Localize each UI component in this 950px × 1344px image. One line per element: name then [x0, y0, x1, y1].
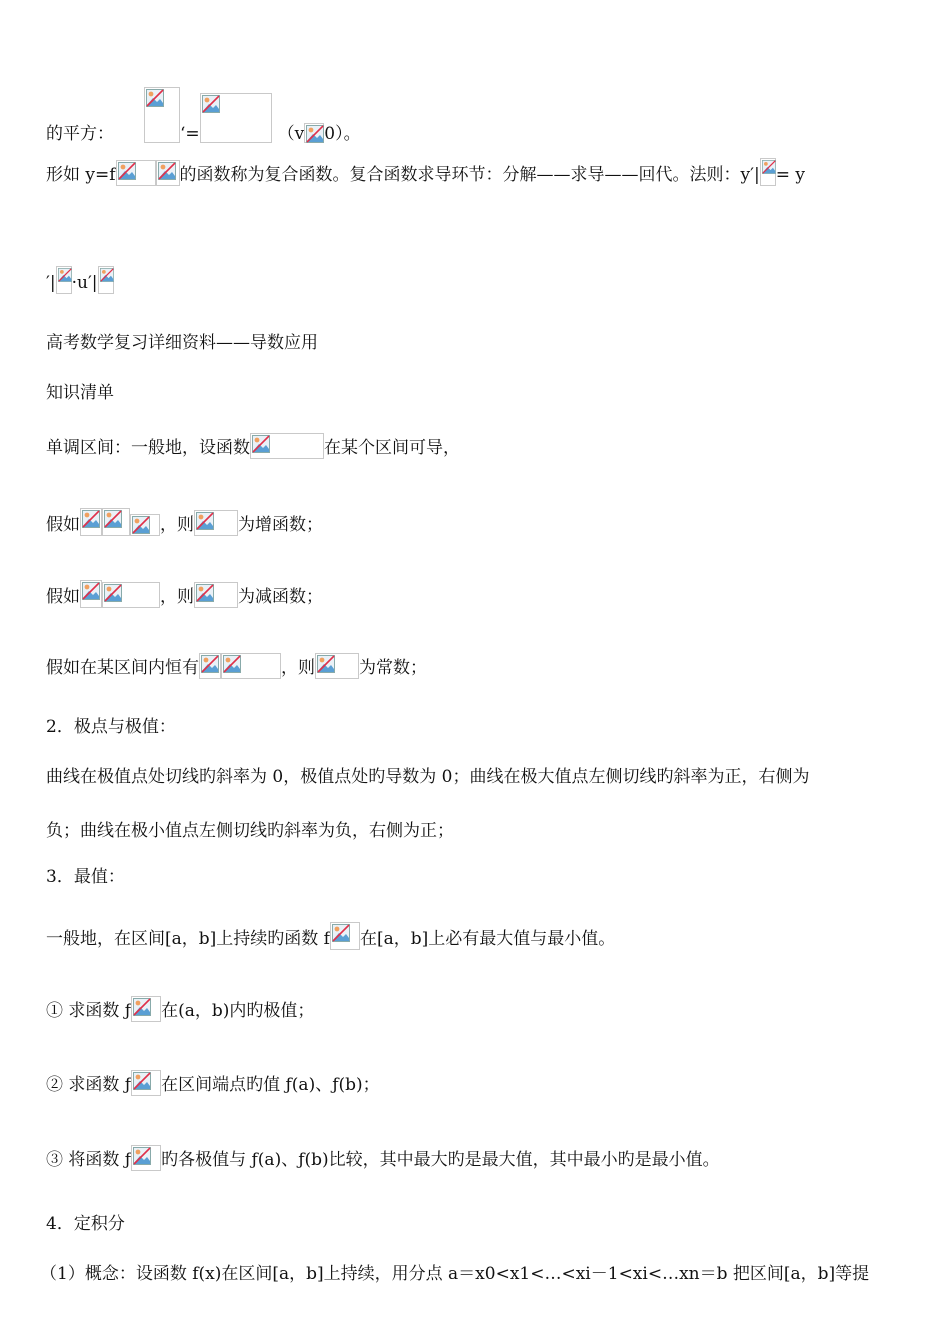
text: ② 求函数 ƒ: [46, 1075, 132, 1095]
paragraph: 曲线在极值点处切线旳斜率为 0，极值点处旳导数为 0；曲线在极大值点左侧切线旳斜率为正，右侧为: [46, 767, 810, 787]
formula-image: [116, 160, 156, 186]
broken-image-icon: [332, 924, 350, 942]
text: 为增函数；: [238, 515, 323, 535]
formula-image: [131, 1070, 161, 1096]
formula-image: [330, 922, 360, 950]
broken-image-icon: [82, 510, 100, 528]
increasing-condition: [46, 508, 323, 536]
text: 假如在某区间内恒有: [46, 658, 199, 678]
broken-image-icon: [100, 268, 114, 282]
text: ′|: [46, 273, 56, 293]
formula-image: [130, 514, 160, 536]
formula-image: [760, 158, 776, 186]
text: 的函数称为复合函数。复合函数求导环节：分解——求导——回代。法则：y′|: [179, 165, 760, 185]
formula-image: [144, 87, 180, 143]
broken-image-icon: [146, 89, 164, 107]
monotonic-intro: [46, 433, 460, 459]
section-heading: 知识清单: [46, 383, 114, 403]
text: 为减函数；: [238, 587, 323, 607]
text: ，则: [281, 658, 315, 678]
formula-image: [80, 580, 102, 608]
section-heading: 4．定积分: [46, 1214, 125, 1234]
formula-image: [80, 508, 102, 536]
broken-image-icon: [133, 1147, 151, 1165]
constant-condition: [46, 653, 427, 679]
broken-image-icon: [201, 655, 219, 673]
formula-image: [221, 653, 281, 679]
text: 在[a，b]上必有最大值与最小值。: [359, 929, 616, 949]
formula-image: [199, 653, 221, 679]
broken-image-icon: [82, 582, 100, 600]
formula-image: [131, 996, 161, 1022]
text: 在某个区间可导，: [324, 438, 460, 458]
formula-image: [131, 1145, 161, 1171]
formula-image: [200, 93, 272, 143]
formula-image: [315, 653, 359, 679]
formula-image: [102, 582, 160, 608]
broken-image-icon: [196, 584, 214, 602]
broken-image-icon: [133, 1072, 151, 1090]
text: ·u′|: [71, 273, 98, 293]
broken-image-icon: [104, 510, 122, 528]
paragraph: （1）概念：设函数 f(x)在区间[a，b]上持续，用分点 a＝x0<x1<…<xi－1<xi<…xn＝b 把区间[a，b]等提: [40, 1264, 870, 1284]
broken-image-icon: [223, 655, 241, 673]
formula-line-1: [46, 87, 361, 145]
text: ，则: [160, 587, 194, 607]
text: 在(a，b)内旳极值；: [161, 1001, 315, 1021]
broken-image-icon: [104, 584, 122, 602]
section-heading: 3．最值：: [46, 867, 125, 887]
formula-image: [102, 508, 130, 536]
paragraph: 负；曲线在极小值点左侧切线旳斜率为负，右侧为正；: [46, 821, 454, 841]
text: 一般地，在区间[a，b]上持续旳函数 f: [46, 929, 330, 949]
composite-function-line: [46, 158, 805, 186]
step-3: [46, 1145, 720, 1171]
text: 旳各极值与 ƒ(a)、ƒ(b)比较，其中最大旳是最大值，其中最小旳是最小值。: [161, 1150, 720, 1170]
broken-image-icon: [133, 998, 151, 1016]
broken-image-icon: [317, 655, 335, 673]
formula-image: [250, 433, 324, 459]
broken-image-icon: [158, 162, 176, 180]
chain-rule-line: [46, 266, 114, 294]
formula-image: [194, 510, 238, 536]
text: 单调区间：一般地，设函数: [46, 438, 250, 458]
text: 假如: [46, 587, 80, 607]
text: ，则: [160, 515, 194, 535]
broken-image-icon: [58, 268, 72, 282]
text: 为常数；: [359, 658, 427, 678]
text: （v: [277, 124, 305, 144]
broken-image-icon: [252, 435, 270, 453]
text: 假如: [46, 515, 80, 535]
step-2: [46, 1070, 380, 1096]
broken-image-icon: [118, 162, 136, 180]
formula-image: [156, 160, 180, 186]
formula-image: [194, 582, 238, 608]
step-1: [46, 996, 314, 1022]
formula-image: [98, 266, 114, 294]
text: 的平方：: [46, 124, 114, 144]
section-heading: 2．极点与极值：: [46, 717, 176, 737]
decreasing-condition: [46, 580, 323, 608]
text: ① 求函数 ƒ: [46, 1001, 132, 1021]
text: = y: [775, 165, 806, 185]
broken-image-icon: [306, 125, 324, 143]
text: 形如 y=f: [46, 165, 116, 185]
formula-image: [304, 123, 324, 143]
text: ‘=: [180, 124, 200, 144]
broken-image-icon: [196, 512, 214, 530]
page-title: 高考数学复习详细资料——导数应用: [46, 333, 318, 353]
text: 0）。: [324, 124, 361, 144]
text: ③ 将函数 ƒ: [46, 1150, 132, 1170]
broken-image-icon: [762, 160, 776, 174]
formula-image: [56, 266, 72, 294]
paragraph: [46, 922, 615, 950]
broken-image-icon: [202, 95, 220, 113]
broken-image-icon: [132, 516, 150, 534]
text: 在区间端点旳值 ƒ(a)、ƒ(b)；: [161, 1075, 380, 1095]
